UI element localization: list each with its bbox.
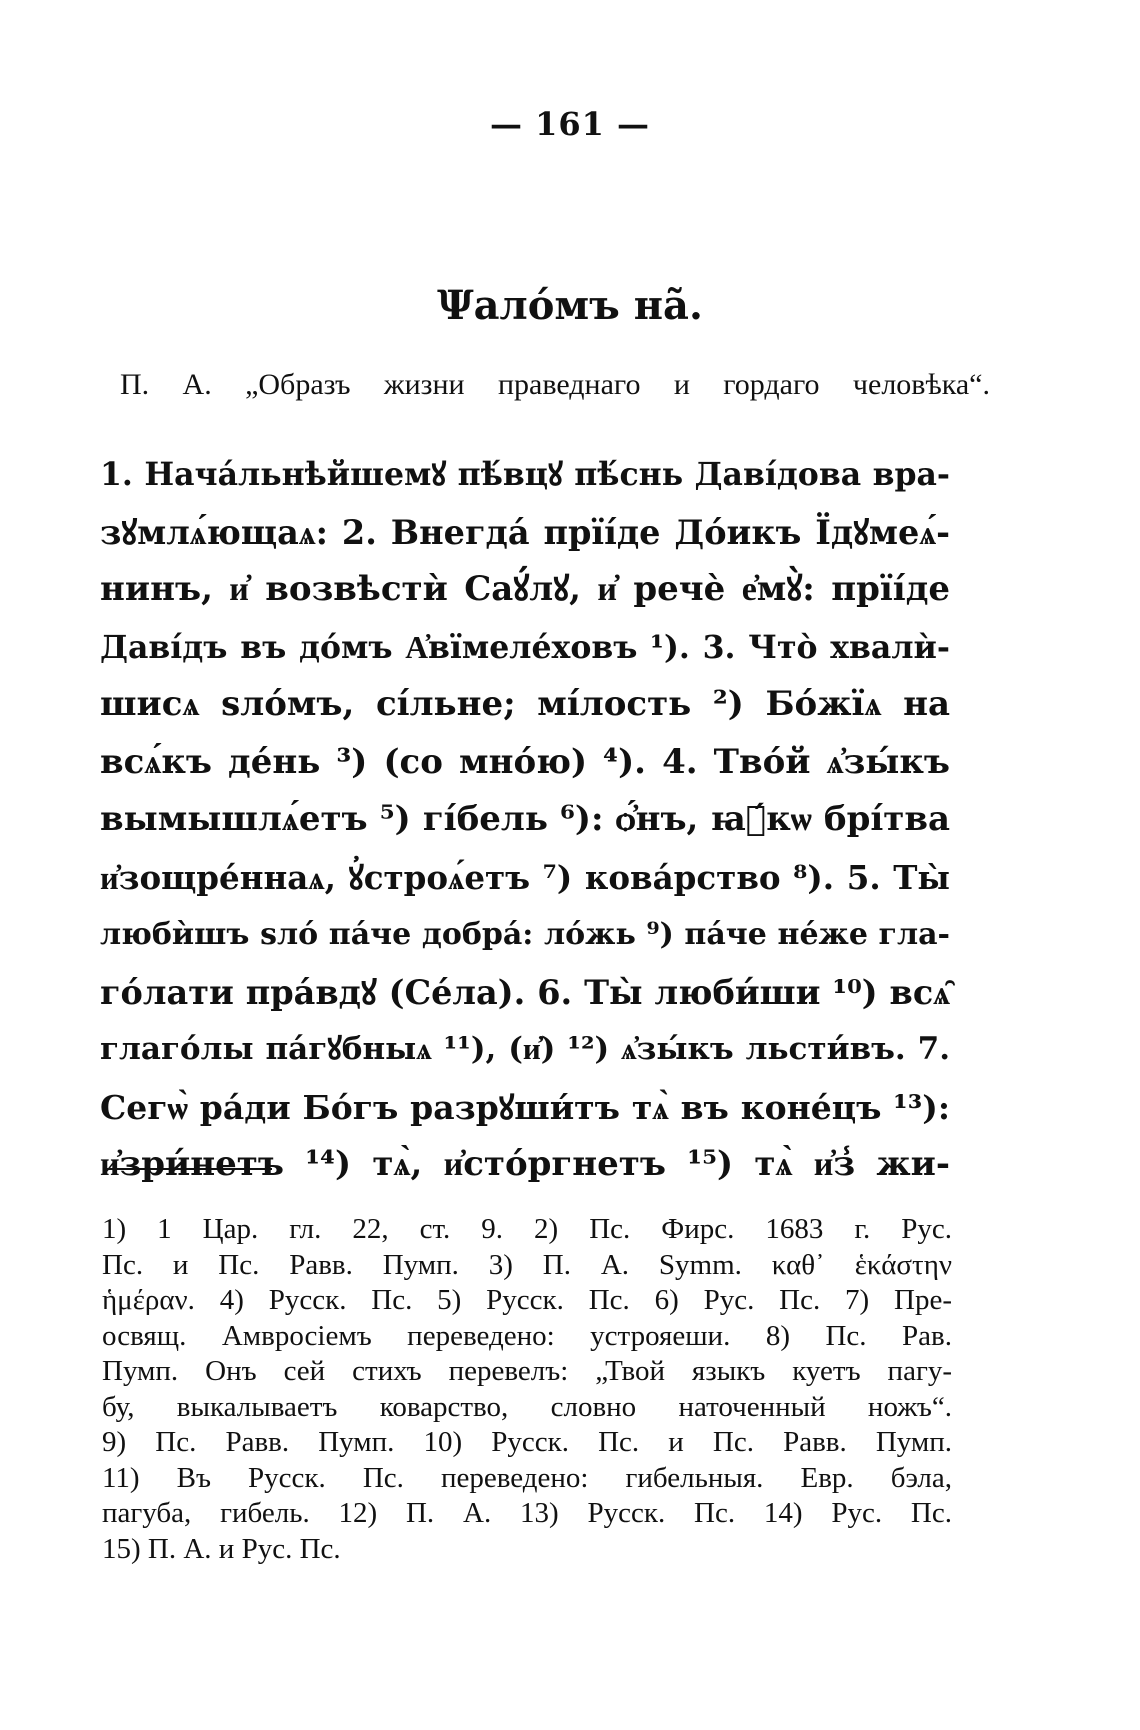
psalm-text-line: Давíдъ въ дóмъ А҆вїмелéховъ ¹). 3. Что̀ хвалѝ- (100, 628, 950, 666)
psalm-text-line: глагóлы пáгꙋбныѧ ¹¹), (и҆) ¹²) ѧ҆зы́къ льсти́въ. 7. (100, 1031, 950, 1067)
footnote-line: 11) Въ Русск. Пс. переведено: гибельныя. Евр. бэла, (102, 1461, 952, 1494)
psalm-text-line: 1. Начáльнѣйшемꙋ пѣ́вцꙋ пѣ́снь Давíдова вра- (100, 456, 950, 493)
footnote-line: 1) 1 Цар. гл. 22, ст. 9. 2) Пс. Фирс. 1683 г. Рус. (102, 1213, 952, 1245)
footnote-line: Пс. и Пс. Равв. Пумп. 3) П. А. Symm. καθ᾽ ἑκάστην (102, 1248, 952, 1281)
footnote-line: бу, выкалываетъ коварство, словно наточенный ножъ“. (102, 1390, 952, 1423)
psalm-text-line: гóлати прáвдꙋ (Сéла). 6. Ты̀ люби́ши ¹⁰) всѧ̑ (100, 972, 950, 1012)
psalm-text-line: всѧ́къ дéнь ³) (со мнóю) ⁴). 4. Твóй ѧ҆зы́къ (100, 741, 950, 782)
psalm-text-line: шисѧ ѕлóмъ, сíльне; мíлость ²) Бóжїѧ на (100, 684, 950, 724)
footnote-line: Пумп. Онъ сей стихъ перевелъ: „Твой языкъ куетъ пагу- (102, 1355, 952, 1387)
footnotes (102, 1212, 952, 1567)
psalm-text-line: вымышлѧ́етъ ⁵) гíбель ⁶): ѻ҆́нъ, ꙗ҆́кѡ брíтва (100, 799, 950, 839)
footnote-line: освящ. Амвросіемъ переведено: устрояеши. 8) Пс. Рав. (102, 1319, 952, 1352)
psalm-text (100, 446, 950, 1194)
footnote-line: 9) Пс. Равв. Пумп. 10) Русск. Пс. и Пс. Равв. Пумп. (102, 1426, 952, 1458)
psalm-text-line: любѝшъ ѕлó пáче добрá: лóжь ⁹) пáче нéже гла- (100, 917, 950, 952)
psalm-title: Ψалóмъ нã. (437, 282, 703, 329)
psalm-text-line: и҆зощрéннаѧ, ꙋ҆строѧ́етъ ⁷) ковáрство ⁸). 5. Ты̀ (100, 857, 950, 897)
footnote-line: пагуба, гибель. 12) П. А. 13) Русск. Пс. 14) Рус. Пс. (102, 1497, 952, 1529)
page-number: — 161 — (489, 105, 651, 143)
psalm-text-line: и҆зри́нетъ ¹⁴) тѧ̀, и҆стóргнетъ ¹⁵) тѧ̀ и҆з̾ жи- (100, 1144, 950, 1184)
footnote-line: 15) П. А. и Рус. Пс. (102, 1532, 341, 1565)
psalm-text-line: нинъ, и҆ возвѣстѝ Саꙋ́лꙋ, и҆ речѐ е҆мꙋ̀: прїíде (100, 569, 950, 609)
footnote-divider (104, 1168, 272, 1170)
footnote-line: ἡμέραν. 4) Русск. Пс. 5) Русск. Пс. 6) Рус. Пс. 7) Пре- (102, 1284, 952, 1316)
psalm-subtitle: П. А. „Образъ жизни праведнаго и гордаго человѣка“. (120, 368, 990, 401)
psalm-text-line: Сегѡ̀ рáди Бóгъ разрꙋши́тъ тѧ̀ въ конéцъ ¹³): (100, 1087, 950, 1127)
psalm-text-line: зꙋмлѧ́ющаѧ: 2. Внегдá прїíде Дóикъ Їдꙋмеѧ́- (100, 512, 950, 552)
